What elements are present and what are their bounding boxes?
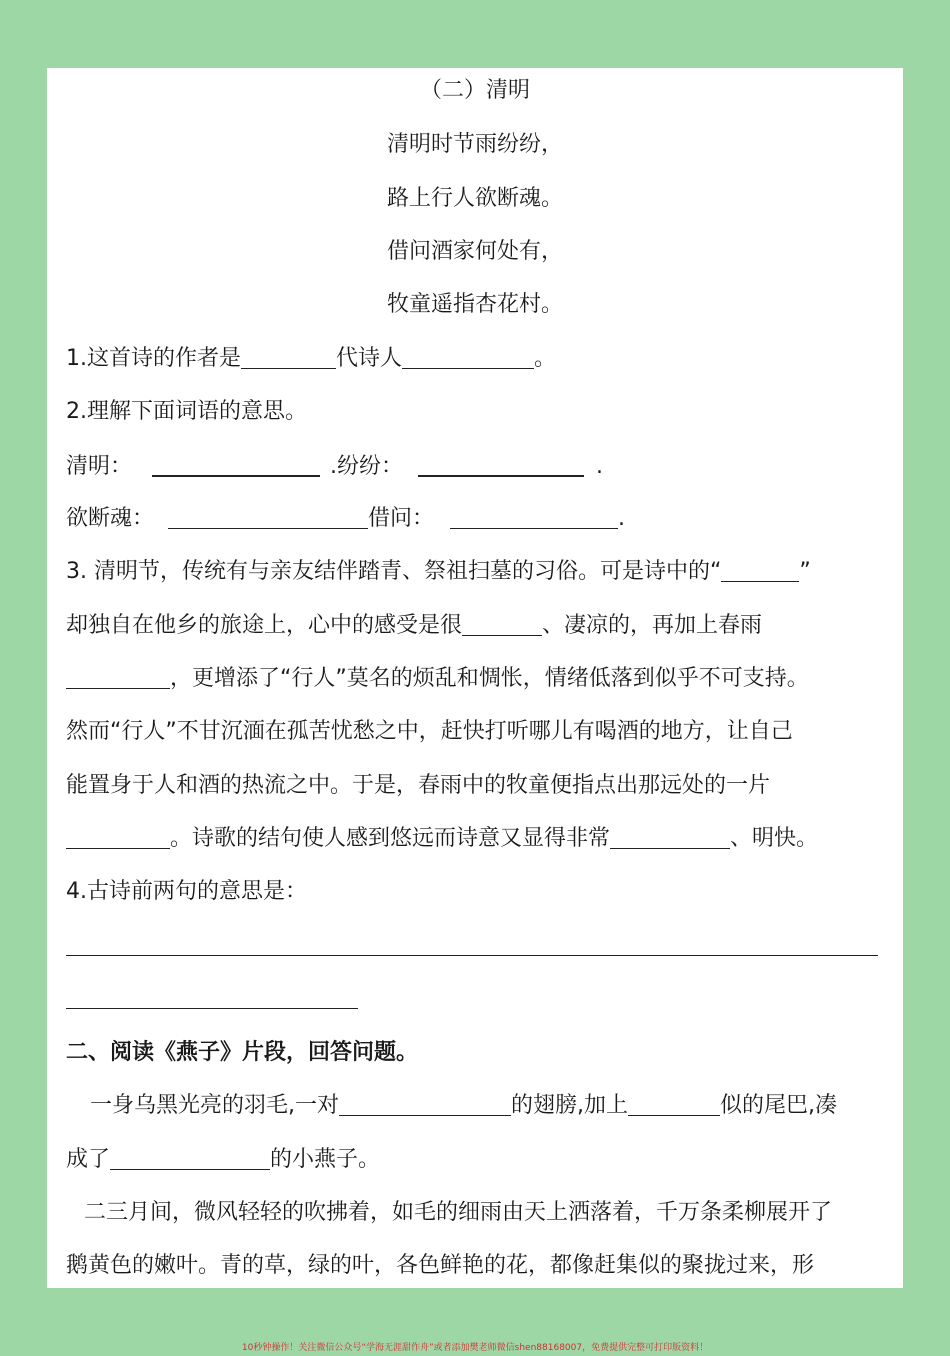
swallow-blank-1[interactable] xyxy=(339,1091,511,1116)
q2-word-qingming: 清明： xyxy=(66,454,133,479)
q1-text-c: 。 xyxy=(534,346,557,371)
swallow-para-2 xyxy=(66,1145,889,1175)
swallow-text-2a: 成了 xyxy=(66,1147,111,1172)
poem-line-1: 清明时节雨纷纷， xyxy=(386,132,563,157)
worksheet-page xyxy=(47,68,903,1288)
q1-blank-dynasty[interactable] xyxy=(241,344,336,369)
swallow-para-4: 鹅黄色的嫩叶。青的草，绿的叶，各色鲜艳的花，都像赶集似的聚拢过来，形 xyxy=(66,1253,815,1278)
swallow-para-1 xyxy=(90,1091,889,1121)
q3-text-6c: 、明快。 xyxy=(730,826,819,851)
q3-text-2b: 、凄凉的，再加上春雨 xyxy=(542,613,763,638)
q2-end-1: . xyxy=(596,454,604,479)
question-2-row-1 xyxy=(66,451,889,482)
swallow-text-1b: 的翅膀,加上 xyxy=(511,1093,628,1118)
q3-blank-5[interactable] xyxy=(610,824,730,849)
q2-blank-fenfen[interactable] xyxy=(418,451,584,477)
q3-text-6b: 。诗歌的结句使人感到悠远而诗意又显得非常 xyxy=(170,826,611,851)
footer-notice: 10秒钟操作！关注微信公众号“学海无涯甜作舟”或者添加樊老师微信shen88168007，免费提供完整可打印版资料！ xyxy=(241,1343,709,1353)
q2-blank-qingming[interactable] xyxy=(152,451,320,477)
q2-word-yuduanhun: 欲断魂： xyxy=(66,506,155,531)
question-3-line-4: 然而“行人”不甘沉湎在孤苦忧愁之中，赶快打听哪儿有喝酒的地方，让自己 xyxy=(66,719,793,744)
question-1 xyxy=(66,344,889,374)
q3-blank-1[interactable] xyxy=(721,557,799,582)
q1-text-a: 1.这首诗的作者是 xyxy=(66,346,241,371)
q3-blank-4[interactable] xyxy=(66,824,170,849)
swallow-blank-2[interactable] xyxy=(628,1091,720,1116)
poem-title: （二）清明 xyxy=(419,78,530,103)
swallow-text-1a: 一身乌黑光亮的羽毛,一对 xyxy=(90,1093,339,1118)
q3-blank-3[interactable] xyxy=(66,664,170,689)
swallow-para-3: 二三月间，微风轻轻的吹拂着，如毛的细雨由天上洒落着，千万条柔柳展开了 xyxy=(84,1200,833,1225)
question-3-line-1 xyxy=(66,557,889,587)
section-2-title: 二、阅读《燕子》片段，回答问题。 xyxy=(66,1040,419,1065)
swallow-text-1c: 似的尾巴,凑 xyxy=(720,1093,837,1118)
question-4-answer-line-2 xyxy=(66,984,889,1014)
q3-text-1a: 3. 清明节，传统有与亲友结伴踏青、祭祖扫墓的习俗。可是诗中的“ xyxy=(66,559,722,584)
poem-line-3: 借问酒家何处有， xyxy=(386,239,563,264)
q2-word-fenfen: .纷纷： xyxy=(330,454,404,479)
q2-word-jiewen: 借问： xyxy=(368,506,435,531)
q2-blank-jiewen[interactable] xyxy=(450,504,618,529)
question-3-line-5: 能置身于人和酒的热流之中。于是，春雨中的牧童便指点出那远处的一片 xyxy=(66,773,771,798)
swallow-text-2b: 的小燕子。 xyxy=(270,1147,381,1172)
swallow-blank-3[interactable] xyxy=(110,1145,270,1170)
q3-text-2a: 却独自在他乡的旅途上，心中的感受是很 xyxy=(66,613,463,638)
question-4-answer-line-1 xyxy=(66,931,889,961)
question-3-line-3 xyxy=(66,664,889,694)
poem-line-4: 牧童遥指杏花村。 xyxy=(386,292,563,317)
q3-text-1b: ” xyxy=(799,559,811,584)
question-3-line-2 xyxy=(66,611,889,641)
q3-blank-2[interactable] xyxy=(462,611,542,636)
q2-end-2: . xyxy=(618,506,626,531)
q4-blank-1[interactable] xyxy=(66,931,878,956)
question-2-row-2 xyxy=(66,504,889,534)
q1-text-b: 代诗人 xyxy=(336,346,403,371)
question-3-line-6 xyxy=(66,824,889,854)
q2-blank-yuduanhun[interactable] xyxy=(168,504,368,529)
poem-line-2: 路上行人欲断魂。 xyxy=(386,186,563,211)
q4-blank-2[interactable] xyxy=(66,984,358,1009)
question-2-title: 2.理解下面词语的意思。 xyxy=(66,399,307,424)
question-4-title: 4.古诗前两句的意思是： xyxy=(66,879,307,904)
q1-blank-author[interactable] xyxy=(402,344,534,369)
q3-text-3b: ，更增添了“行人”莫名的烦乱和惆怅，情绪低落到似乎不可支持。 xyxy=(170,666,809,691)
